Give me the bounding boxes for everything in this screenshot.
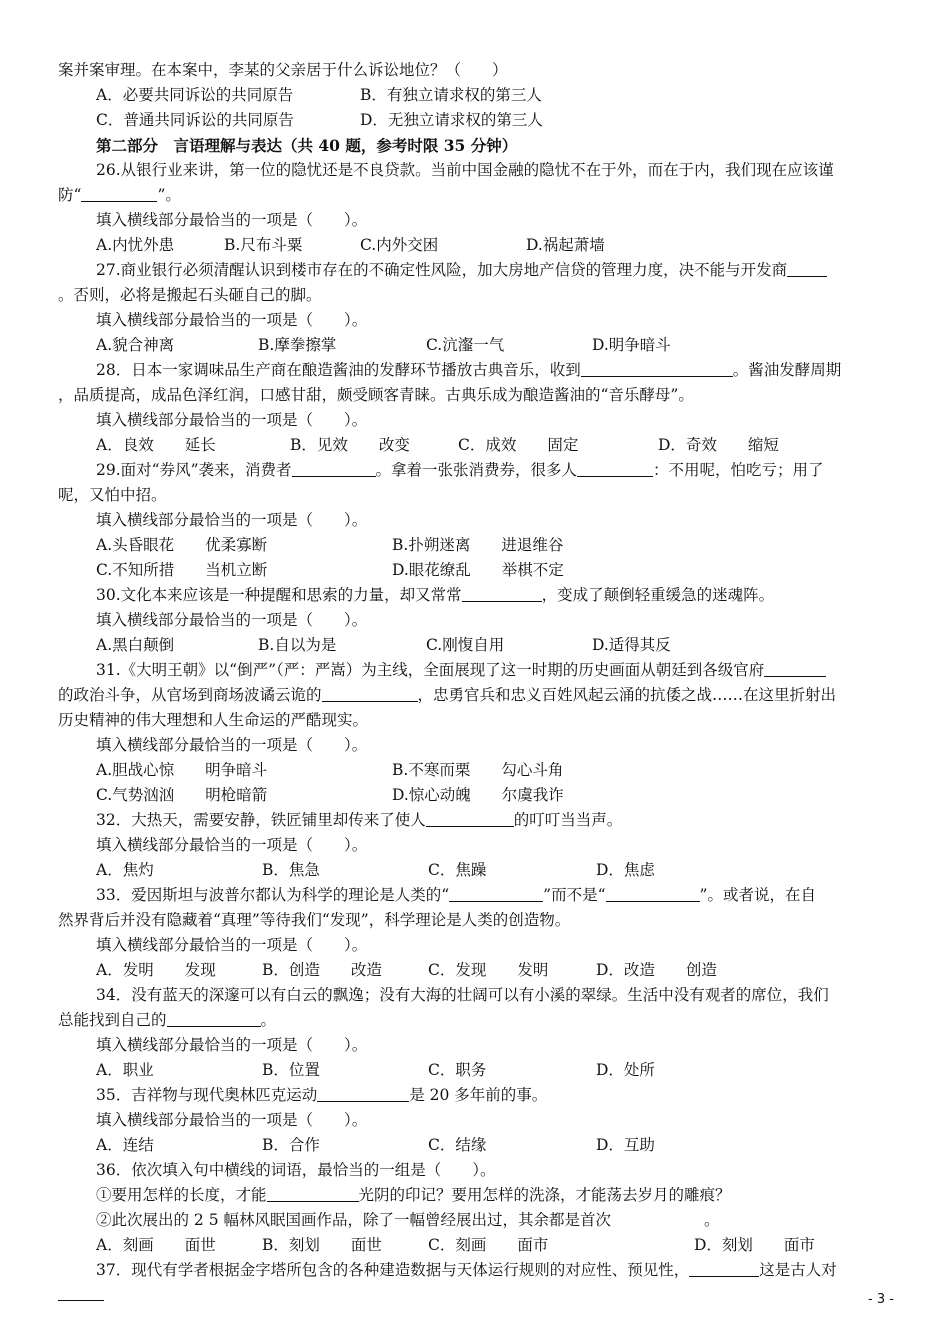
question-text: ，忠勇官兵和忠义百姓风起云涌的抗倭之战……在这里折射出 — [417, 686, 837, 704]
option-d: D．奇效 缩短 — [658, 436, 779, 454]
prompt-text: 填入横线部分最恰当的一项是（ ）。 — [96, 311, 368, 329]
question-text: 。 — [260, 1011, 277, 1029]
option-a: A．职业 — [96, 1061, 154, 1079]
question-text: ①要用怎样的长度，才能 — [96, 1186, 267, 1204]
option-c: C.气势汹汹 明枪暗箭 — [96, 786, 268, 804]
option-b: B．有独立请求权的第三人 — [360, 86, 542, 104]
question-text: 历史精神的伟大理想和人生命运的严酷现实。 — [58, 711, 369, 729]
fill-prompt — [0, 508, 950, 533]
prompt-text: 填入横线部分最恰当的一项是（ ）。 — [96, 1111, 368, 1129]
page-number: - 3 - — [868, 1292, 894, 1307]
option-b: B．见效 改变 — [290, 436, 410, 454]
option-a: A．必要共同诉讼的共同原告 — [96, 86, 294, 104]
question-text: 34．没有蓝天的深邃可以有白云的飘逸；没有大海的壮阔可以有小溪的翠绿。生活中没有观者的席位，我们 — [96, 986, 829, 1004]
option-row — [0, 958, 950, 983]
option-c: C．发现 发明 — [428, 961, 549, 979]
option-row — [0, 1133, 950, 1158]
fill-prompt — [0, 733, 950, 758]
question-text: 的叮叮当当声。 — [513, 811, 623, 829]
question-29 — [0, 458, 950, 483]
question-33-cont — [0, 908, 950, 933]
option-c: C．普通共同诉讼的共同原告 — [96, 111, 294, 129]
question-text: 案并案审理。在本案中，李某的父亲居于什么诉讼地位？（ ） — [58, 61, 508, 79]
answer-blank — [167, 1010, 261, 1027]
question-text: 总能找到自己的 — [58, 1011, 167, 1029]
option-a: A．刻画 面世 — [96, 1236, 216, 1254]
option-a: A．连结 — [96, 1136, 154, 1154]
option-b: B．创造 改造 — [262, 961, 382, 979]
footer-rule — [58, 1300, 104, 1301]
question-text: 36．依次填入句中横线的词语，最恰当的一组是（ ）。 — [96, 1161, 496, 1179]
question-text: 。否则，必将是搬起石头砸自己的脚。 — [58, 286, 322, 304]
option-b: B．刻划 面世 — [262, 1236, 382, 1254]
option-row — [0, 633, 950, 658]
question-text: 这是古人对 — [759, 1261, 837, 1279]
question-text: 28．日本一家调味品生产商在酿造酱油的发酵环节播放古典音乐，收到 — [96, 361, 581, 379]
section-title: 第二部分 言语理解与表达（共 40 题，参考时限 35 分钟） — [96, 136, 518, 155]
fill-prompt — [0, 833, 950, 858]
option-b: B.扑朔迷离 进退维谷 — [392, 536, 564, 554]
question-text: 33．爱因斯坦与波普尔都认为科学的理论是人类的“ — [96, 886, 450, 904]
question-text: ②此次展出的 2 5 幅林风眠国画作品，除了一幅曾经展出过，其余都是首次 。 — [96, 1211, 720, 1229]
question-text: 防“ — [58, 186, 82, 204]
fill-prompt — [0, 208, 950, 233]
question-text: 是 20 多年前的事。 — [409, 1086, 548, 1104]
question-28 — [0, 358, 950, 383]
answer-blank — [581, 360, 733, 377]
question-text: 26.从银行业来讲，第一位的隐忧还是不良贷款。当前中国金融的隐忧不在于外，而在于内，我们现在应该谨 — [96, 161, 834, 179]
option-row — [0, 783, 950, 808]
option-b: B.自以为是 — [258, 636, 337, 654]
option-d: D．互助 — [596, 1136, 655, 1154]
option-c: C.内外交困 — [360, 236, 439, 254]
option-b: B．焦急 — [262, 861, 320, 879]
question-30 — [0, 583, 950, 608]
fill-prompt — [0, 1108, 950, 1133]
option-b: B.尺布斗粟 — [224, 236, 303, 254]
option-c: C．结缘 — [428, 1136, 487, 1154]
question-27 — [0, 258, 950, 283]
question-text: 30.文化本来应该是一种提醒和思索的力量，却又常常 — [96, 586, 462, 604]
option-d: D.适得其反 — [592, 636, 671, 654]
question-33 — [0, 883, 950, 908]
option-row — [0, 758, 950, 783]
answer-blank — [317, 1085, 409, 1102]
question-text: 27.商业银行必须清醒认识到楼市存在的不确定性风险，加大房地产信贷的管理力度，决不能与开发商 — [96, 261, 788, 279]
answer-blank — [449, 885, 543, 902]
fill-prompt — [0, 308, 950, 333]
option-d: D．无独立请求权的第三人 — [360, 111, 543, 129]
fill-prompt — [0, 408, 950, 433]
option-a: A.黑白颠倒 — [96, 636, 175, 654]
section-header — [0, 133, 950, 158]
option-d: D．改造 创造 — [596, 961, 717, 979]
option-row — [0, 533, 950, 558]
question-text: ”。或者说，在自 — [699, 886, 816, 904]
question-text: ，品质提高，成品色泽红润，口感甘甜，颇受顾客青睐。古典乐成为酿造酱油的“音乐酵母”。 — [58, 386, 694, 404]
question-28-cont — [0, 383, 950, 408]
answer-blank — [292, 460, 376, 477]
option-row — [0, 433, 950, 458]
question-26 — [0, 158, 950, 183]
answer-blank — [81, 185, 157, 202]
answer-blank — [577, 460, 653, 477]
question-25-stem — [0, 58, 950, 83]
option-c: C．成效 固定 — [458, 436, 579, 454]
question-text: 31.《大明王朝》以“倒严”（严：严嵩）为主线，全面展现了这一时期的历史画面从朝廷到各级官府 — [96, 661, 765, 679]
option-d: D．焦虑 — [596, 861, 655, 879]
question-36-sentence-2 — [0, 1208, 950, 1233]
answer-blank — [606, 885, 700, 902]
prompt-text: 填入横线部分最恰当的一项是（ ）。 — [96, 211, 368, 229]
question-31-cont — [0, 683, 950, 708]
option-c: C．焦躁 — [428, 861, 487, 879]
option-a: A.头昏眼花 优柔寡断 — [96, 536, 268, 554]
option-c: C.刚愎自用 — [426, 636, 505, 654]
option-b: B.摩拳擦掌 — [258, 336, 337, 354]
option-row — [0, 108, 950, 133]
option-d: D.眼花缭乱 举棋不定 — [392, 561, 564, 579]
answer-blank — [764, 660, 826, 677]
fill-prompt — [0, 608, 950, 633]
question-text: 29.面对“券风”袭来，消费者 — [96, 461, 292, 479]
prompt-text: 填入横线部分最恰当的一项是（ ）。 — [96, 411, 368, 429]
question-32 — [0, 808, 950, 833]
fill-prompt — [0, 1033, 950, 1058]
option-a: A．良效 延长 — [96, 436, 216, 454]
question-text: ”。 — [157, 186, 181, 204]
question-text: 呢，又怕中招。 — [58, 486, 167, 504]
answer-blank — [426, 810, 514, 827]
option-row — [0, 333, 950, 358]
option-b: B．位置 — [262, 1061, 320, 1079]
option-c: C.沆瀣一气 — [426, 336, 505, 354]
option-row — [0, 558, 950, 583]
prompt-text: 填入横线部分最恰当的一项是（ ）。 — [96, 836, 368, 854]
question-text: 光阴的印记？要用怎样的洗涤，才能荡去岁月的雕痕？ — [358, 1186, 731, 1204]
option-a: A．发明 发现 — [96, 961, 216, 979]
question-text: 37．现代有学者根据金字塔所包含的各种建造数据与天体运行规则的对应性、预见性， — [96, 1261, 690, 1279]
option-d: D.惊心动魄 尔虞我诈 — [392, 786, 564, 804]
option-a: A．焦灼 — [96, 861, 154, 879]
question-35 — [0, 1083, 950, 1108]
question-26-cont — [0, 183, 950, 208]
question-37 — [0, 1258, 950, 1283]
answer-blank — [322, 685, 418, 702]
question-27-cont — [0, 283, 950, 308]
option-c: C．职务 — [428, 1061, 487, 1079]
option-row — [0, 1233, 950, 1258]
question-31 — [0, 658, 950, 683]
option-d: D.祸起萧墙 — [526, 236, 605, 254]
question-text: 。拿着一张张消费券，很多人 — [375, 461, 578, 479]
answer-blank — [787, 260, 827, 277]
question-36 — [0, 1158, 950, 1183]
option-row — [0, 233, 950, 258]
question-36-sentence-1 — [0, 1183, 950, 1208]
option-d: D.明争暗斗 — [592, 336, 671, 354]
answer-blank — [267, 1185, 359, 1202]
question-text: 35．吉祥物与现代奥林匹克运动 — [96, 1086, 318, 1104]
question-34 — [0, 983, 950, 1008]
option-row — [0, 83, 950, 108]
answer-blank — [462, 585, 542, 602]
prompt-text: 填入横线部分最恰当的一项是（ ）。 — [96, 736, 368, 754]
option-d: D．刻划 面市 — [694, 1236, 815, 1254]
option-a: A.貌合神离 — [96, 336, 175, 354]
question-text: 的政治斗争，从官场到商场波谲云诡的 — [58, 686, 322, 704]
option-row — [0, 1058, 950, 1083]
option-a: A.胆战心惊 明争暗斗 — [96, 761, 268, 779]
question-text: 然界背后并没有隐藏着“真理”等待我们“发现”，科学理论是人类的创造物。 — [58, 911, 571, 929]
prompt-text: 填入横线部分最恰当的一项是（ ）。 — [96, 1036, 368, 1054]
option-b: B．合作 — [262, 1136, 320, 1154]
question-text: 32．大热天，需要安静，铁匠铺里却传来了使人 — [96, 811, 426, 829]
fill-prompt — [0, 933, 950, 958]
question-text: 。酱油发酵周期 — [732, 361, 842, 379]
prompt-text: 填入横线部分最恰当的一项是（ ）。 — [96, 511, 368, 529]
question-text: ，变成了颠倒轻重缓急的迷魂阵。 — [541, 586, 775, 604]
question-29-cont — [0, 483, 950, 508]
option-c: C．刻画 面市 — [428, 1236, 549, 1254]
question-text: ”而不是“ — [543, 886, 606, 904]
question-31-cont — [0, 708, 950, 733]
question-34-cont — [0, 1008, 950, 1033]
option-row — [0, 858, 950, 883]
option-a: A.内忧外患 — [96, 236, 175, 254]
prompt-text: 填入横线部分最恰当的一项是（ ）。 — [96, 611, 368, 629]
answer-blank — [689, 1260, 759, 1277]
option-c: C.不知所措 当机立断 — [96, 561, 268, 579]
option-d: D．处所 — [596, 1061, 655, 1079]
question-text: ：不用呢，怕吃亏；用了 — [653, 461, 824, 479]
prompt-text: 填入横线部分最恰当的一项是（ ）。 — [96, 936, 368, 954]
option-b: B.不寒而栗 勾心斗角 — [392, 761, 564, 779]
